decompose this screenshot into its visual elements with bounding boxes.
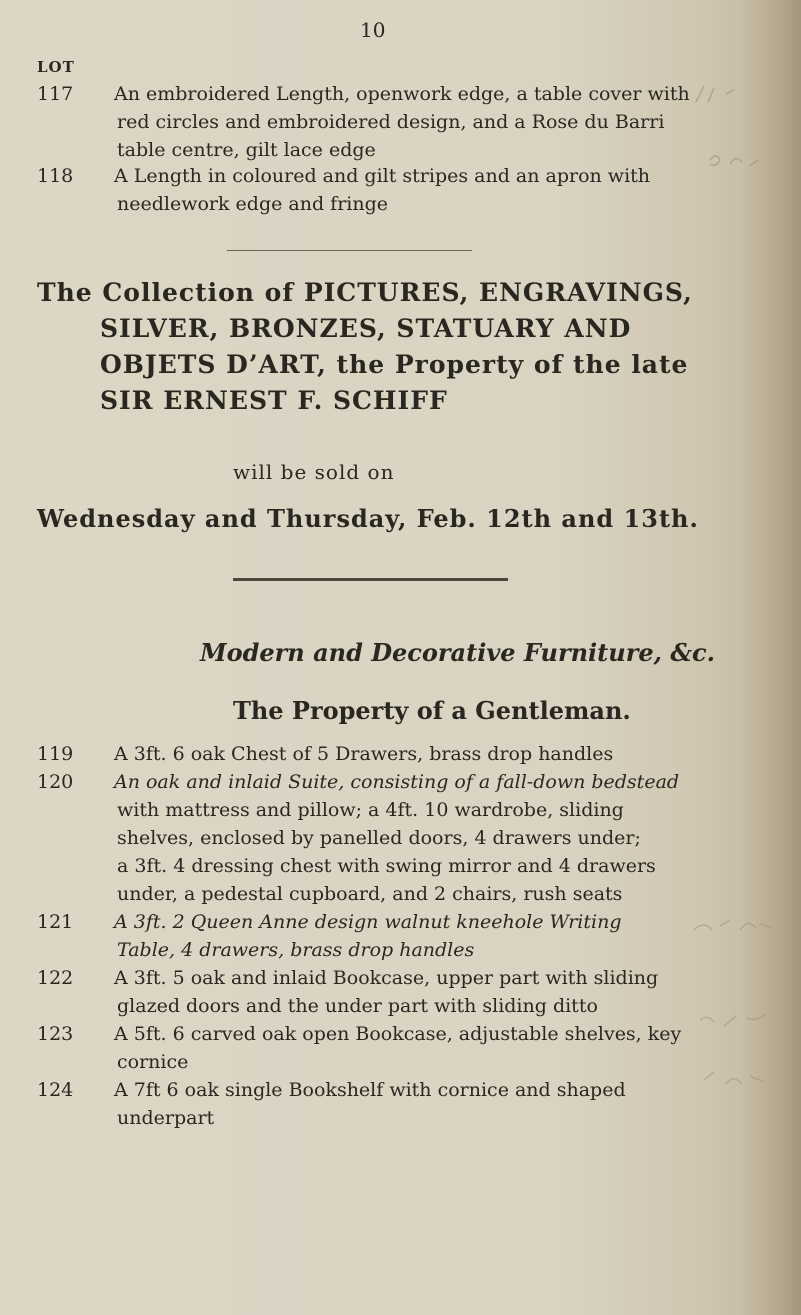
lot-number: 121	[37, 911, 74, 933]
lot-description-line: A Length in coloured and gilt stripes and an apron with	[114, 165, 651, 187]
collection-line: SILVER, BRONZES, STATUARY AND	[100, 314, 632, 343]
page-number: 10	[360, 18, 386, 42]
lot-number: 123	[37, 1023, 74, 1045]
lot-description-line: A 3ft. 5 oak and inlaid Bookcase, upper part with sliding	[114, 967, 659, 989]
lot-column-label: LOT	[37, 58, 75, 76]
lot-description-line: Table, 4 drawers, brass drop handles	[117, 939, 475, 961]
lot-number: 124	[37, 1079, 74, 1101]
property-heading: The Property of a Gentleman.	[233, 696, 631, 725]
lot-123	[37, 1020, 767, 1076]
collection-line: The Collection of PICTURES, ENGRAVINGS,	[37, 278, 693, 307]
divider-rule	[227, 250, 472, 251]
lot-description-line: An embroidered Length, openwork edge, a table cover with	[114, 83, 690, 105]
lot-121	[37, 908, 767, 964]
lot-118	[37, 162, 757, 218]
lot-description-line: cornice	[117, 1051, 189, 1073]
sale-dates: Wednesday and Thursday, Feb. 12th and 13th.	[37, 504, 699, 533]
lot-117	[37, 80, 757, 164]
lot-description-line: under, a pedestal cupboard, and 2 chairs, rush seats	[117, 883, 623, 905]
lot-122	[37, 964, 767, 1020]
lot-description-line: table centre, gilt lace edge	[117, 139, 376, 161]
lot-description-line: A 7ft 6 oak single Bookshelf with cornice and shaped	[114, 1079, 626, 1101]
lot-number: 118	[37, 165, 74, 187]
lot-description-line: A 5ft. 6 carved oak open Bookcase, adjustable shelves, key	[114, 1023, 682, 1045]
lot-124	[37, 1076, 767, 1132]
collection-line: OBJETS D’ART, the Property of the late	[100, 350, 689, 379]
lot-number: 122	[37, 967, 74, 989]
lot-description-line: An oak and inlaid Suite, consisting of a fall-down bedstead	[114, 771, 680, 793]
collection-announcement	[37, 275, 693, 419]
lot-description-line: shelves, enclosed by panelled doors, 4 drawers under;	[117, 827, 641, 849]
lot-number: 120	[37, 771, 74, 793]
lot-description-line: with mattress and pillow; a 4ft. 10 wardrobe, sliding	[117, 799, 624, 821]
divider-rule	[233, 578, 508, 581]
lot-description-line: glazed doors and the under part with sliding ditto	[117, 995, 598, 1017]
collection-line: SIR ERNEST F. SCHIFF	[100, 386, 448, 415]
lot-description-line: needlework edge and fringe	[117, 193, 389, 215]
lot-119	[37, 740, 757, 768]
lot-description-line: A 3ft. 6 oak Chest of 5 Drawers, brass drop handles	[114, 743, 614, 765]
lot-description-line: underpart	[117, 1107, 215, 1129]
lot-120	[37, 768, 767, 908]
lot-number: 117	[37, 83, 74, 105]
lot-description-line: a 3ft. 4 dressing chest with swing mirror and 4 drawers	[117, 855, 656, 877]
sale-notice: will be sold on	[233, 460, 395, 484]
lot-description-line: A 3ft. 2 Queen Anne design walnut kneehole Writing	[114, 911, 622, 933]
pencil-annotation-icon	[690, 900, 790, 1120]
section-heading: Modern and Decorative Furniture, &c.	[200, 638, 715, 667]
pencil-annotation-icon	[690, 80, 790, 200]
lot-description-line: red circles and embroidered design, and a Rose du Barri	[117, 111, 665, 133]
lot-number: 119	[37, 743, 74, 765]
